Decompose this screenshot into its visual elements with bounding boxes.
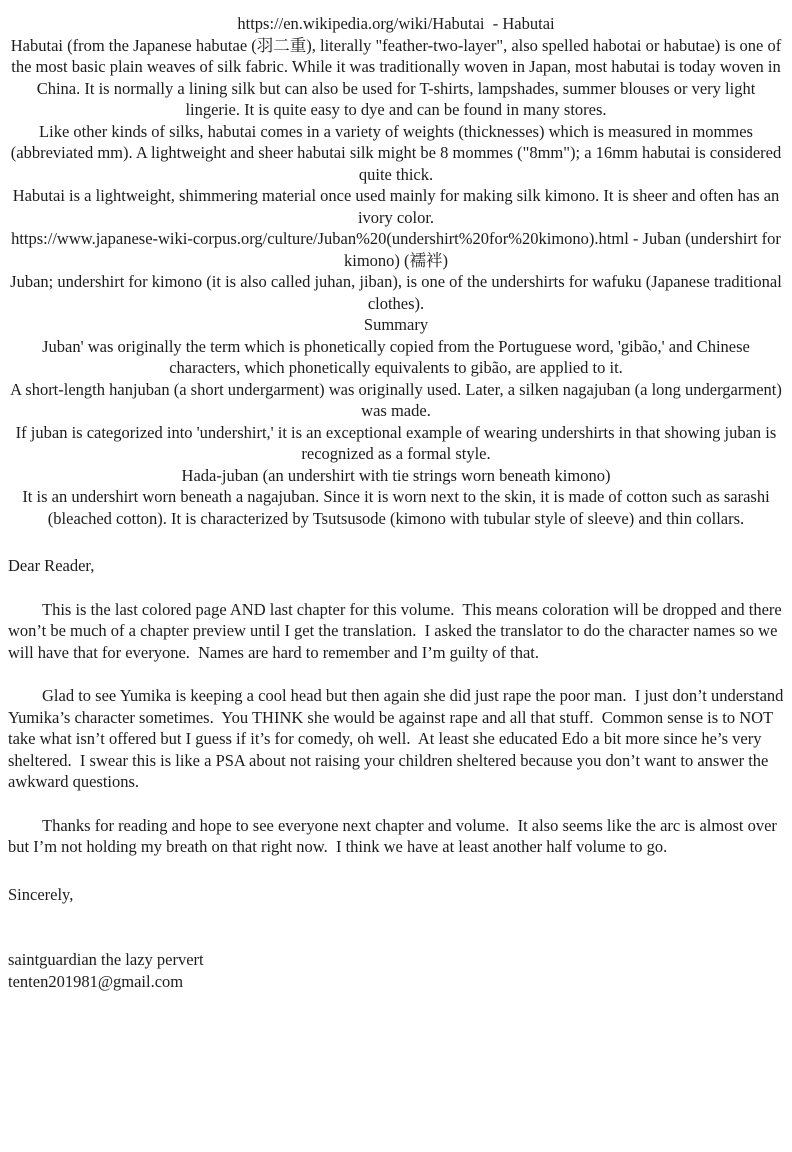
habutai-excerpt-paragraph: Habutai (from the Japanese habutae (羽二重), literally "feather-two-layer", also spelled habotai or habutae) is one of the most basic plain weaves of silk fabric. While it was traditionally woven in Japan, most habutai is today woven in China. It is normally a lining silk but can also be used for T-shirts, lampshades, summer blouses or very light lingerie. It is quite easy to dye and can be found in many stores. (10, 35, 786, 119)
signature-name: saintguardian the lazy pervert (8, 950, 204, 969)
letter-paragraph: Glad to see Yumika is keeping a cool head but then again she did just rape the poor man. I just don’t understand Yumika’s character sometimes. You THINK she would be against rape and all that stuff. Common sense is to NOT take what isn’t offered but I guess if it’s for comedy, oh well. At least she educated Edo a bit more since he’s very sheltered. I swear this is like a PSA about not raising your children sheltered because you don’t want to answer the awkward questions. (8, 686, 787, 791)
juban-excerpt-paragraph: It is an undershirt worn beneath a nagajuban. Since it is worn next to the skin, it is made of cotton such as sarashi (bleached cotton). It is characterized by Tsutsusode (kimono with tubular style of sleeve) and thin collars. (22, 487, 774, 528)
juban-source-url: https://www.japanese-wiki-corpus.org/culture/Juban%20(undershirt%20for%20kimono).html - Juban (undershirt for kimono) (襦袢) (11, 229, 786, 270)
habutai-excerpt-paragraph: Like other kinds of silks, habutai comes in a variety of weights (thicknesses) which is measured in mommes (abbreviated mm). A lightweight and sheer habutai silk might be 8 mommes ("8mm"); a 16mm habutai is considered quite thick. (10, 121, 786, 184)
web-excerpt-block (8, 13, 784, 529)
habutai-source-url: https://en.wikipedia.org/wiki/Habutai - Habutai (237, 14, 555, 33)
juban-excerpt-paragraph: Juban' was originally the term which is phonetically copied from the Portuguese word, 'gibão,' and Chinese characters, which phonetically equivalents to gibão, are applied to it. (42, 336, 754, 377)
salutation: Dear Reader, (8, 556, 95, 575)
habutai-excerpt-paragraph: Habutai is a lightweight, shimmering material once used mainly for making silk kimono. It is sheer and often has an ivory color. (12, 186, 784, 227)
hada-juban-heading: Hada-juban (an undershirt with tie strings worn beneath kimono) (181, 465, 611, 485)
juban-excerpt-paragraph: If juban is categorized into 'undershirt,' it is an exceptional example of wearing undershirts in that showing juban is recognized as a formal style. (15, 422, 781, 463)
letter-paragraph: This is the last colored page AND last chapter for this volume. This means coloration will be dropped and there won’t be much of a chapter preview until I get the translation. I asked the translator to do the character names so we will have that for everyone. Names are hard to remember and I’m guilty of that. (8, 599, 786, 662)
signature-email: tenten201981@gmail.com (8, 971, 184, 991)
summary-heading: Summary (363, 315, 429, 334)
juban-intro-paragraph: Juban; undershirt for kimono (it is also called juhan, jiban), is one of the undershirts for wafuku (Japanese traditional clothes). (10, 272, 786, 313)
letter-paragraph: Thanks for reading and hope to see everyone next chapter and volume. It also seems like the arc is almost over but I’m not holding my breath on that right now. I think we have at least another half volume to go. (8, 815, 782, 856)
juban-excerpt-paragraph: A short-length hanjuban (a short undergarment) was originally used. Later, a silken nagajuban (a long undergarment) was made. (10, 379, 786, 420)
translator-letter (8, 555, 787, 992)
closing: Sincerely, (8, 884, 74, 904)
